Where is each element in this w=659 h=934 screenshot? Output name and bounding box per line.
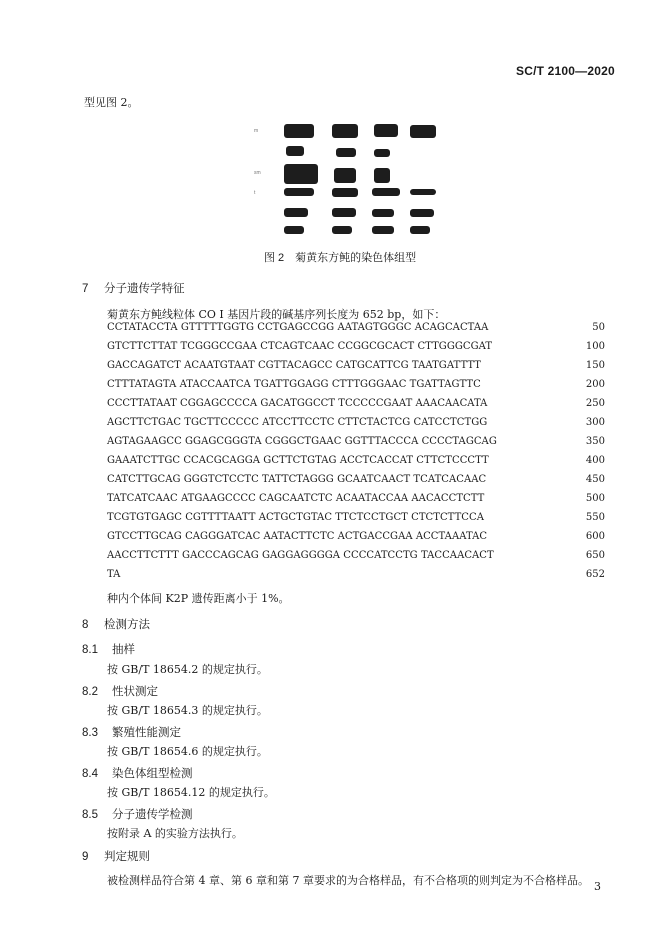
subsection-8-3-text: 按 GB/T 18654.6 的规定执行。 bbox=[107, 745, 268, 758]
sequence-position: 600 bbox=[585, 531, 605, 542]
subsection-8-4-heading bbox=[82, 765, 193, 781]
karyotype-figure bbox=[250, 116, 450, 238]
sequence-text: CCCTTATAAT CGGAGCCCCA GACATGGCCT TCCCCCGAAT AAACAACATA bbox=[107, 398, 488, 409]
section-7-intro: 菊黄东方鲀线粒体 CO Ⅰ 基因片段的碱基序列长度为 652 bp，如下： bbox=[107, 308, 446, 321]
sequence-position: 500 bbox=[585, 493, 605, 504]
sequence-position: 300 bbox=[585, 417, 605, 428]
continuation-text: 型见图 2。 bbox=[84, 96, 139, 109]
sequence-row bbox=[107, 417, 605, 432]
chromosome-pair bbox=[284, 188, 314, 196]
sequence-text: AACCTTCTTT GACCCAGCAG GAGGAGGGGA CCCCATCCTG TACCAACACT bbox=[107, 550, 494, 561]
chromosome-pair bbox=[284, 124, 314, 138]
sequence-row bbox=[107, 512, 605, 527]
chromosome-pair bbox=[332, 226, 352, 234]
chromosome-pair bbox=[332, 188, 358, 197]
sequence-position: 650 bbox=[585, 550, 605, 561]
sequence-row bbox=[107, 474, 605, 489]
chromosome-pair bbox=[372, 226, 394, 234]
sequence-position: 50 bbox=[592, 322, 605, 333]
chromosome-pair bbox=[372, 209, 394, 217]
sequence-position: 150 bbox=[585, 360, 605, 371]
chromosome-pair bbox=[374, 124, 398, 137]
k2p-note: 种内个体间 K2P 遗传距离小于 1%。 bbox=[107, 592, 290, 605]
chromosome-pair bbox=[286, 146, 304, 156]
chromosome-pair bbox=[284, 164, 318, 184]
sequence-row bbox=[107, 493, 605, 508]
sequence-text: AGCTTCTGAC TGCTTCCCCC ATCCTTCCTC CTTCTACTCG CATCCTCTGG bbox=[107, 417, 488, 428]
subsection-title: 繁殖性能测定 bbox=[112, 727, 181, 739]
section-title: 分子遗传学特征 bbox=[104, 283, 185, 295]
subsection-title: 抽样 bbox=[112, 644, 135, 656]
sequence-position: 550 bbox=[585, 512, 605, 523]
section-9-text: 被检测样品符合第 4 章、第 6 章和第 7 章要求的为合格样品，有不合格项的则判定为不合格样品。 bbox=[107, 874, 589, 887]
sequence-position: 200 bbox=[585, 379, 605, 390]
subsection-number: 8.3 bbox=[82, 727, 98, 739]
chromosome-pair bbox=[372, 188, 400, 196]
figure-caption: 图 2 菊黄东方鲀的染色体组型 bbox=[264, 252, 417, 264]
subsection-title: 分子遗传学检测 bbox=[112, 809, 193, 821]
sequence-position: 652 bbox=[585, 569, 605, 580]
section-8-heading bbox=[82, 616, 150, 632]
chromosome-pair bbox=[332, 124, 358, 138]
section-number: 9 bbox=[82, 851, 89, 863]
sequence-text: TA bbox=[107, 569, 121, 580]
subsection-8-2-heading bbox=[82, 683, 158, 699]
chromosome-pair bbox=[374, 168, 390, 183]
section-7-heading bbox=[82, 280, 185, 296]
sequence-row bbox=[107, 569, 605, 584]
chromosome-pair bbox=[410, 125, 436, 138]
sequence-text: GAAATCTTGC CCACGCAGGA GCTTCTGTAG ACCTCACCAT CTTCTCCCTT bbox=[107, 455, 489, 466]
standard-code: SC/T 2100—2020 bbox=[516, 64, 615, 78]
section-title: 判定规则 bbox=[104, 851, 150, 863]
sequence-row bbox=[107, 398, 605, 413]
sequence-position: 350 bbox=[585, 436, 605, 447]
subsection-title: 性状测定 bbox=[112, 686, 158, 698]
sequence-row bbox=[107, 531, 605, 546]
chromosome-pair bbox=[284, 226, 304, 234]
sequence-row bbox=[107, 436, 605, 451]
sequence-text: CATCTTGCAG GGGTCTCCTC TATTCTAGGG GCAATCAACT TCATCACAAC bbox=[107, 474, 487, 485]
sequence-text: GTCTTCTTAT TCGGGCCGAA CTCAGTCAAC CCGGCGCACT CTTGGGCGAT bbox=[107, 341, 493, 352]
subsection-8-5-heading bbox=[82, 806, 193, 822]
section-title: 检测方法 bbox=[104, 619, 150, 631]
subsection-number: 8.5 bbox=[82, 809, 98, 821]
section-number: 8 bbox=[82, 619, 89, 631]
sequence-position: 100 bbox=[585, 341, 605, 352]
subsection-8-1-text: 按 GB/T 18654.2 的规定执行。 bbox=[107, 663, 268, 676]
subsection-number: 8.2 bbox=[82, 686, 98, 698]
sequence-text: AGTAGAAGCC GGAGCGGGTA CGGGCTGAAC GGTTTACCCA CCCCTAGCAG bbox=[107, 436, 497, 447]
section-9-heading bbox=[82, 848, 150, 864]
subsection-number: 8.4 bbox=[82, 768, 98, 780]
sequence-text: TCGTGTGAGC CGTTTTAATT ACTGCTGTAC TTCTCCTGCT CTCTCTTCCA bbox=[107, 512, 484, 523]
sequence-text: GTCCTTGCAG CAGGGATCAC AATACTTCTC ACTGACCGAA ACCTAAATAC bbox=[107, 531, 488, 542]
sequence-text: TATCATCAAC ATGAAGCCCC CAGCAATCTC ACAATACCAA AACACCTCTT bbox=[107, 493, 485, 504]
sequence-row bbox=[107, 341, 605, 356]
sequence-position: 450 bbox=[585, 474, 605, 485]
subsection-8-4-text: 按 GB/T 18654.12 的规定执行。 bbox=[107, 786, 275, 799]
sequence-row bbox=[107, 360, 605, 375]
chromosome-pair bbox=[374, 149, 390, 157]
sequence-text: CTTTATAGTA ATACCAATCA TGATTGGAGG CTTTGGGAAC TGATTAGTTC bbox=[107, 379, 481, 390]
sequence-position: 400 bbox=[585, 455, 605, 466]
subsection-title: 染色体组型检测 bbox=[112, 768, 193, 780]
subsection-8-1-heading bbox=[82, 641, 135, 657]
sequence-text: GACCAGATCT ACAATGTAAT CGTTACAGCC CATGCATTCG TAATGATTTT bbox=[107, 360, 481, 371]
subsection-8-3-heading bbox=[82, 724, 181, 740]
chromosome-pair bbox=[332, 208, 356, 217]
row-label-m: m bbox=[254, 128, 259, 134]
subsection-8-5-text: 按附录 A 的实验方法执行。 bbox=[107, 827, 243, 840]
sequence-text: CCTATACCTA GTTTTTGGTG CCTGAGCCGG AATAGTGGGC ACAGCACTAA bbox=[107, 322, 489, 333]
chromosome-pair bbox=[410, 209, 434, 217]
chromosome-pair bbox=[410, 226, 430, 234]
chromosome-pair bbox=[336, 148, 356, 157]
row-label-sm: sm bbox=[254, 170, 261, 176]
chromosome-pair bbox=[284, 208, 308, 217]
subsection-8-2-text: 按 GB/T 18654.3 的规定执行。 bbox=[107, 704, 268, 717]
sequence-position: 250 bbox=[585, 398, 605, 409]
chromosome-pair bbox=[410, 189, 436, 195]
section-number: 7 bbox=[82, 283, 89, 295]
subsection-number: 8.1 bbox=[82, 644, 98, 656]
sequence-row bbox=[107, 455, 605, 470]
row-label-t: t bbox=[254, 190, 256, 196]
page-number: 3 bbox=[594, 880, 601, 893]
sequence-row bbox=[107, 550, 605, 565]
sequence-row bbox=[107, 379, 605, 394]
chromosome-pair bbox=[334, 168, 356, 183]
sequence-row bbox=[107, 322, 605, 337]
